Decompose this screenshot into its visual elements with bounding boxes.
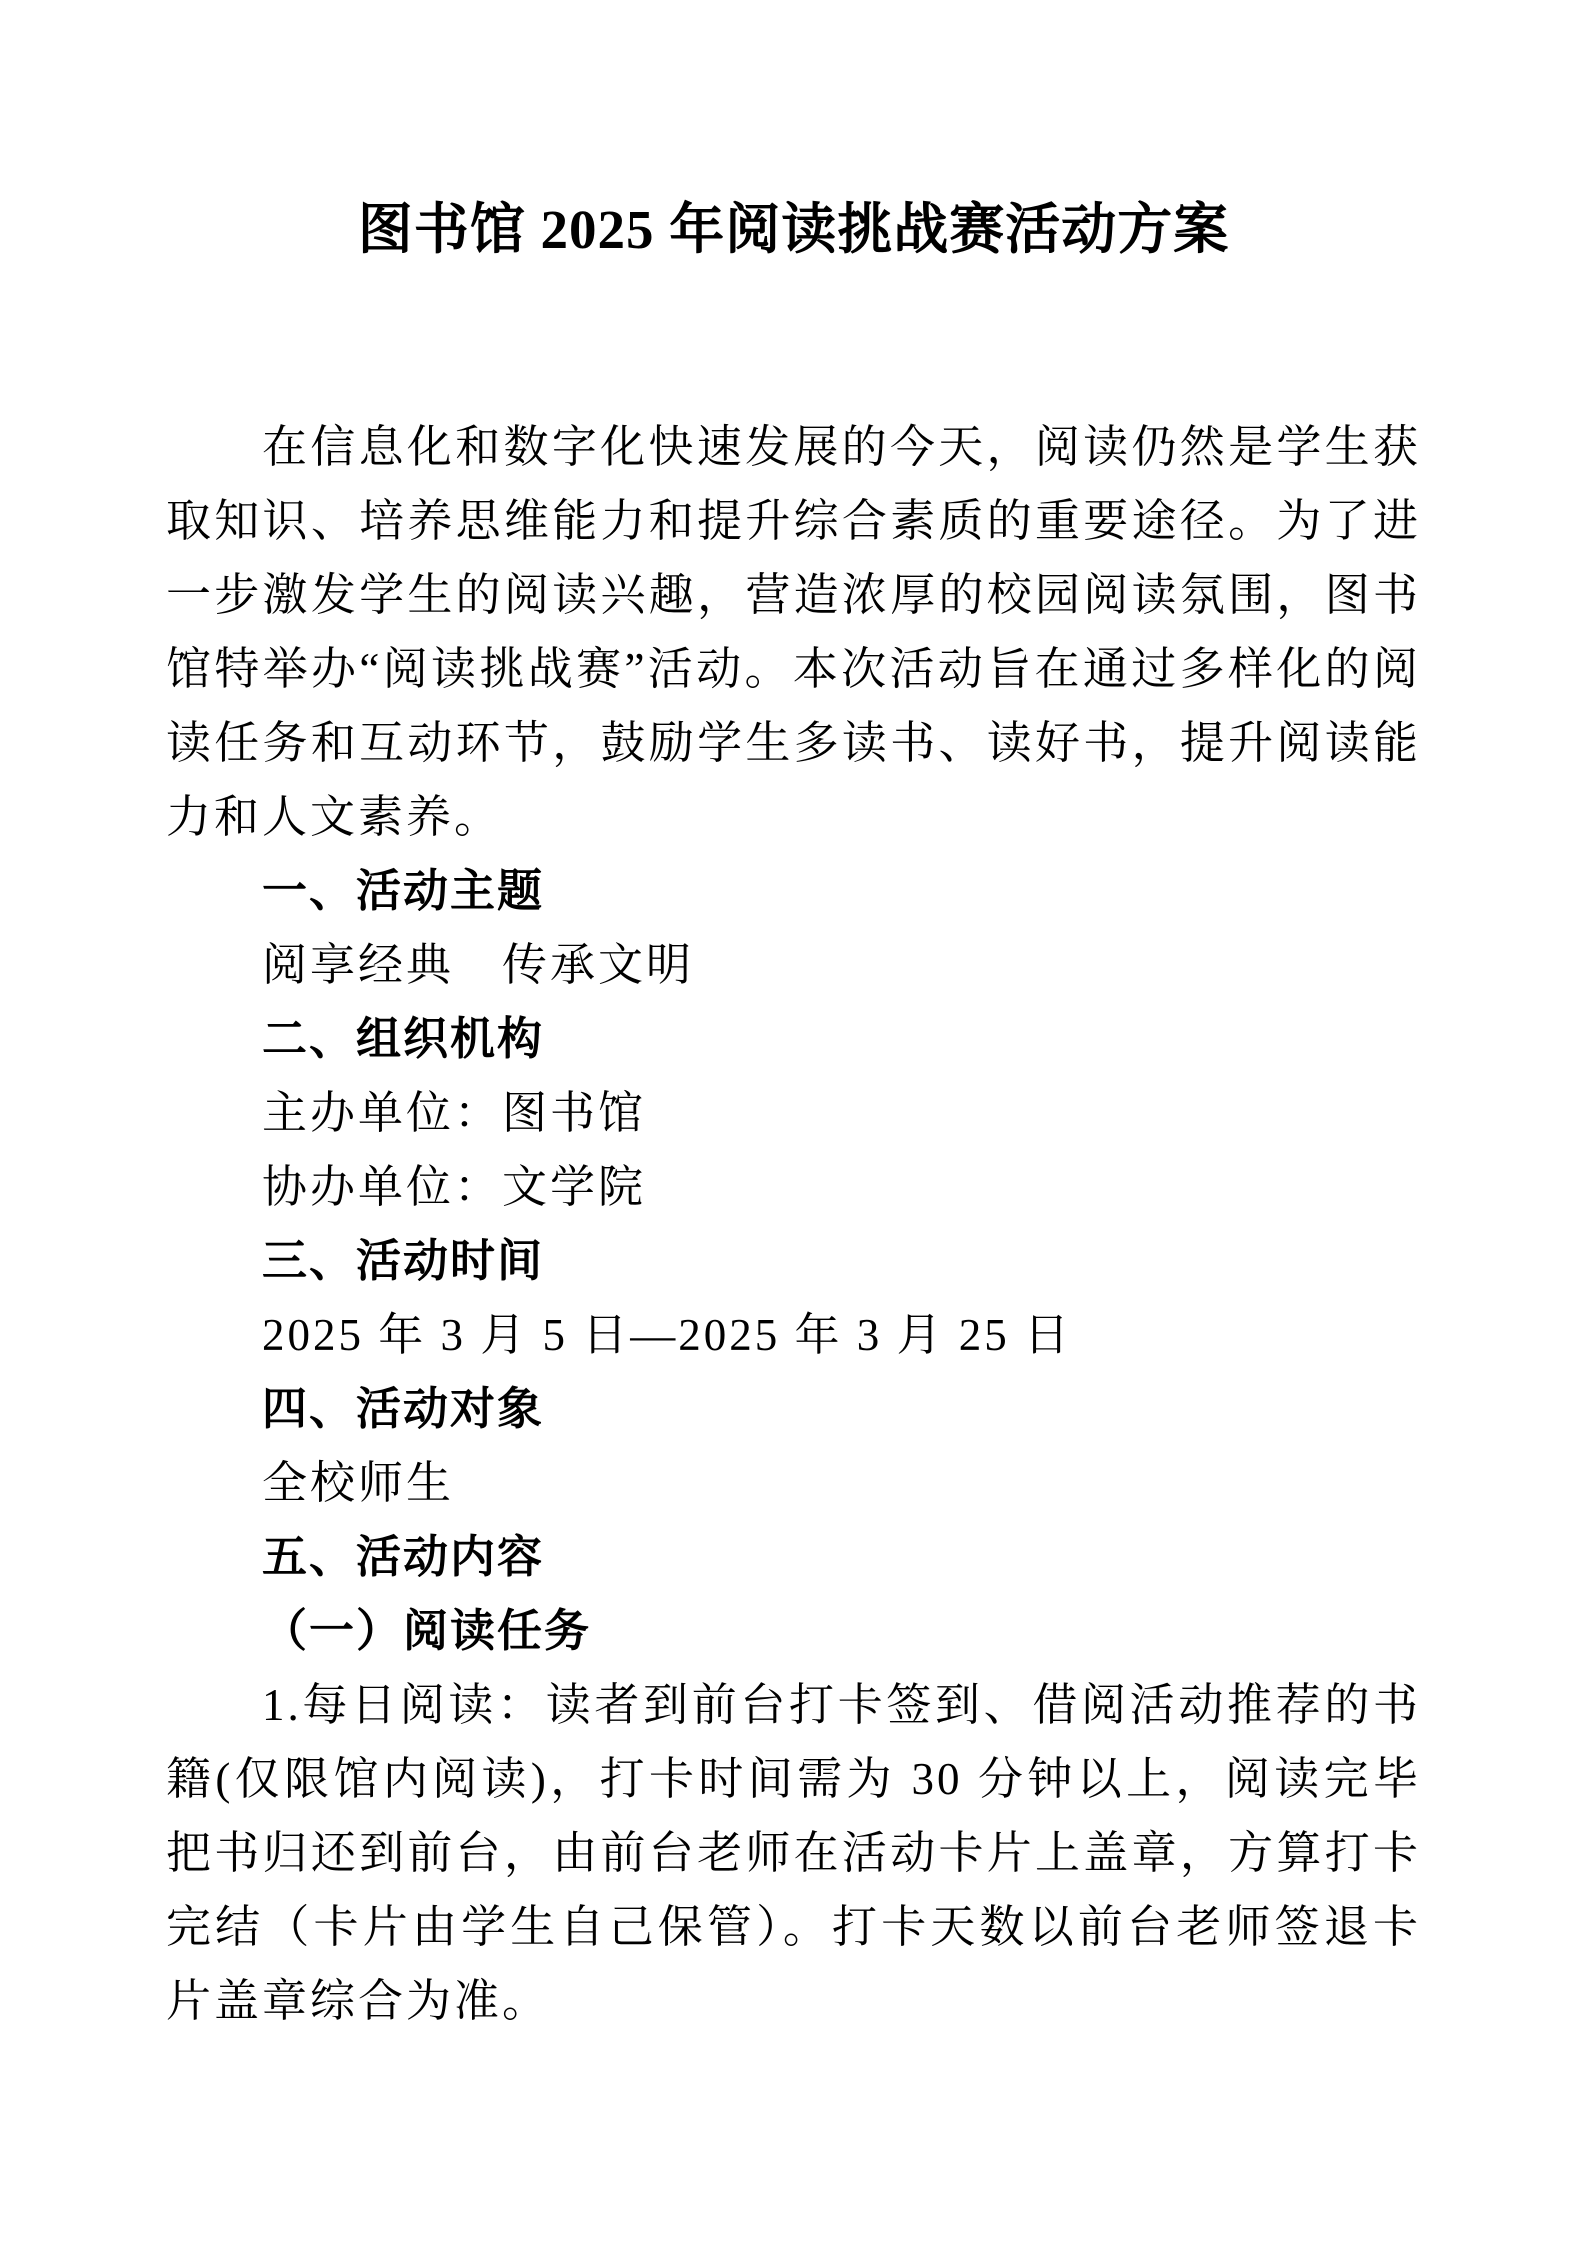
subheading-reading-tasks: （一）阅读任务 [262,1605,592,1656]
document-content [166,185,1421,2038]
line-host-unit: 主办单位：图书馆 [262,1088,647,1138]
heading-activity-theme: 一、活动主题 [262,865,545,916]
document-title: 图书馆 2025 年阅读挑战赛活动方案 [357,199,1230,260]
heading-activity-target: 四、活动对象 [262,1383,545,1434]
heading-activity-content: 五、活动内容 [262,1531,545,1582]
intro-paragraph: 在信息化和数字化快速发展的今天，阅读仍然是学生获取知识、培养思维能力和提升综合素质的重要途径。为了进一步激发学生的阅读兴趣，营造浓厚的校园阅读氛围，图书馆特举办“阅读挑战赛”活动。本次活动旨在通过多样化的阅读任务和互动环节，鼓励学生多读书、读好书，提升阅读能力和人文素养。 [166,422,1421,842]
heading-organization: 二、组织机构 [262,1013,545,1064]
heading-activity-time: 三、活动时间 [262,1235,545,1286]
daily-reading-paragraph: 1.每日阅读：读者到前台打卡签到、借阅活动推荐的书籍(仅限馆内阅读)，打卡时间需为 30 分钟以上，阅读完毕把书归还到前台，由前台老师在活动卡片上盖章，方算打卡完结（卡片由学生自己保管）。打卡天数以前台老师签退卡片盖章综合为准。 [166,1680,1421,2026]
line-co-organizer: 协办单位：文学院 [262,1162,647,1212]
line-target-value: 全校师生 [262,1458,455,1508]
line-date-range: 2025 年 3 月 5 日—2025 年 3 月 25 日 [262,1310,1073,1360]
line-theme-value: 阅享经典 传承文明 [262,940,695,990]
